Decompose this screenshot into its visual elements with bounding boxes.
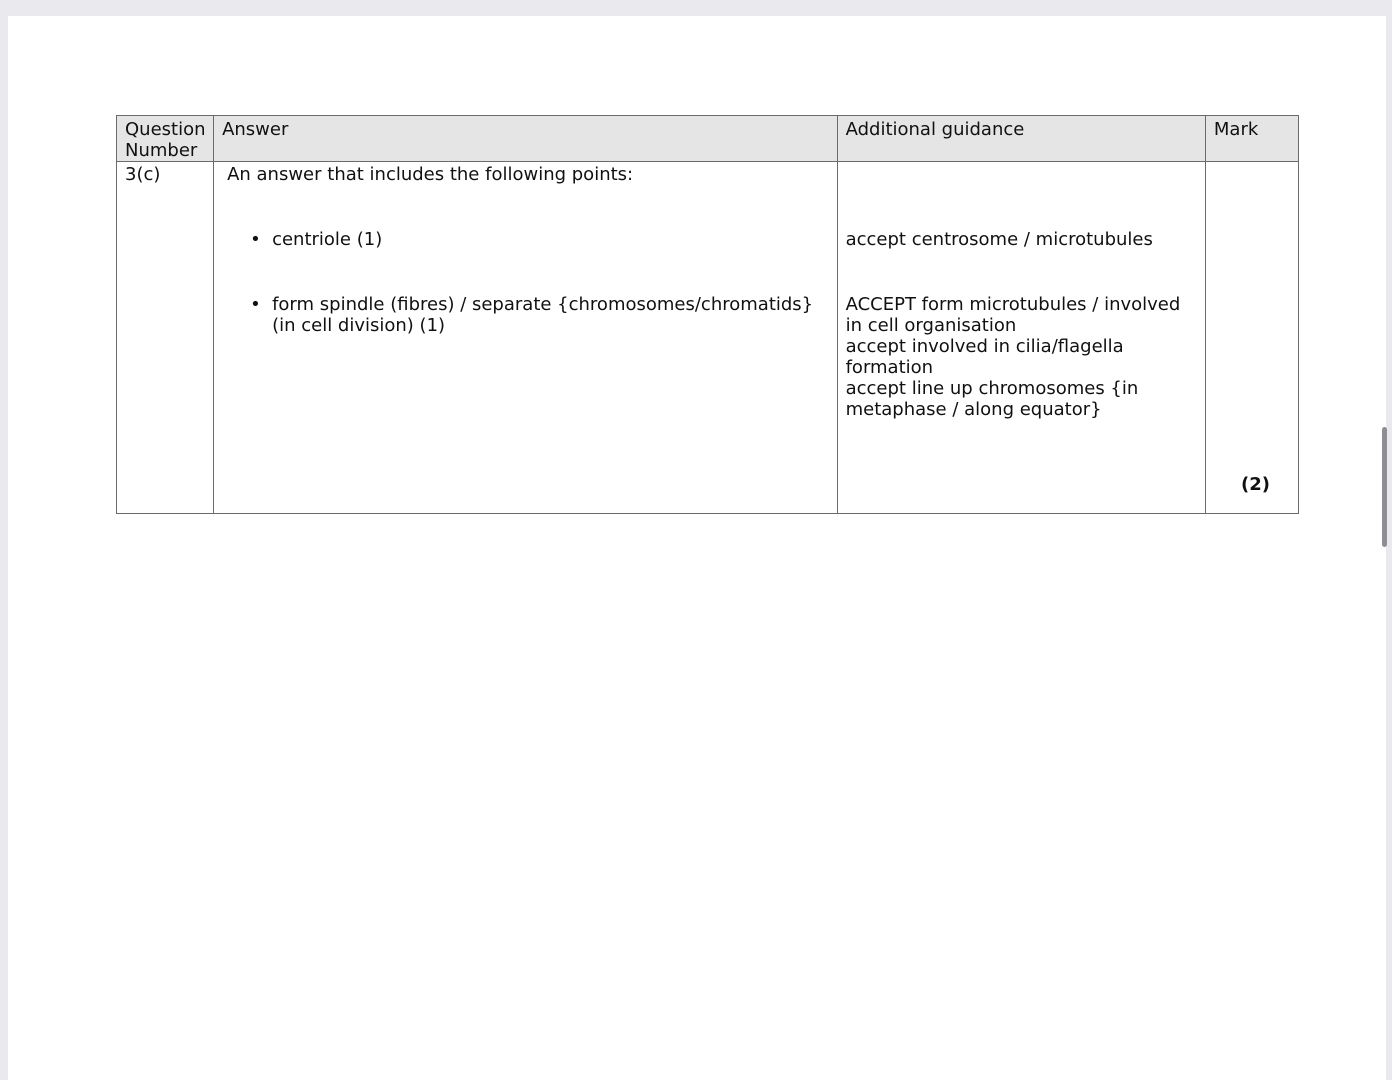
header-answer: Answer xyxy=(214,116,838,162)
answer-point-text: centriole (1) xyxy=(272,229,383,250)
answer-intro: An answer that includes the following points: xyxy=(227,164,634,185)
header-mark: Mark xyxy=(1205,116,1298,162)
bullet-icon: • xyxy=(250,229,261,250)
answer-point xyxy=(222,229,829,250)
mark-scheme-table xyxy=(116,115,1299,514)
table-header-row xyxy=(117,116,1299,162)
answer-point-text: form spindle (fibres) / separate {chromosomes/chromatids} (in cell division) (1) xyxy=(272,294,814,336)
answer-points-list xyxy=(222,229,829,336)
answer-point xyxy=(222,294,829,336)
bullet-icon: • xyxy=(250,294,261,315)
document-page xyxy=(8,16,1386,1080)
table-row xyxy=(117,162,1299,514)
question-number: 3(c) xyxy=(117,162,214,514)
answer-cell xyxy=(214,162,838,514)
guidance-note: ACCEPT form microtubules / involved in cell organisation accept involved in cilia/flagella formation accept line up chromosomes {in metaphase / along equator} xyxy=(845,294,1181,420)
guidance-note: accept centrosome / microtubules xyxy=(845,229,1153,250)
mark-value: (2) xyxy=(1241,474,1270,495)
header-additional-guidance: Additional guidance xyxy=(837,116,1205,162)
header-question-number: Question Number xyxy=(117,116,214,162)
mark-cell xyxy=(1205,162,1298,514)
vertical-scrollbar[interactable] xyxy=(1382,427,1387,547)
guidance-cell xyxy=(837,162,1205,514)
